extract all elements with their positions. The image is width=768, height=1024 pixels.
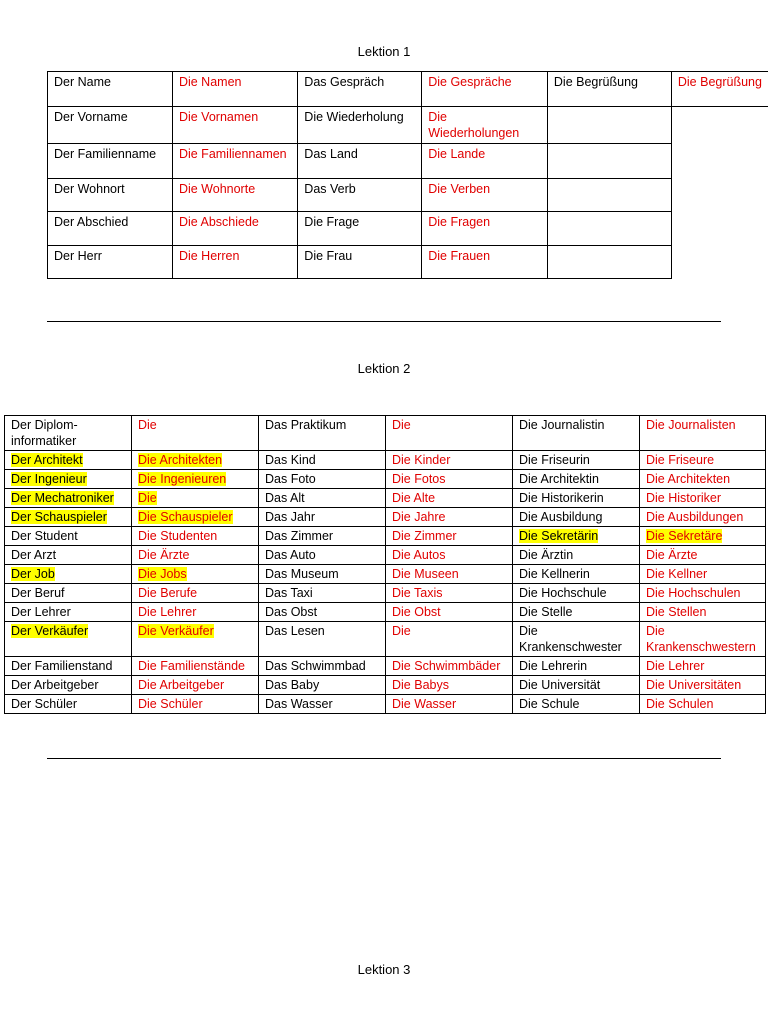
plural-cell: Die Verben [422,179,548,212]
singular-cell: Das Museum [259,565,386,584]
table-row [5,695,766,714]
plural-cell: Die Familiennamen [172,144,297,179]
plural-cell: Die Historiker [640,489,766,508]
singular-cell: Der Vorname [48,107,173,144]
lektion-1-table [47,71,768,279]
singular-cell: Der Abschied [48,212,173,246]
plural-cell: Die Autos [386,546,513,565]
plural-cell: Die Krankenschwestern [640,622,766,657]
plural-cell: Die Alte [386,489,513,508]
singular-cell: Der Architekt [5,451,132,470]
singular-cell: Der Mechatroniker [5,489,132,508]
table-row [48,144,768,179]
singular-cell: Der Arbeitgeber [5,676,132,695]
singular-cell: Das Foto [259,470,386,489]
singular-cell: Der Beruf [5,584,132,603]
divider-line [47,321,721,322]
plural-cell: Die [132,416,259,451]
table-row [5,508,766,527]
plural-cell: Die [386,622,513,657]
singular-cell: Die Journalistin [513,416,640,451]
singular-cell: Das Taxi [259,584,386,603]
singular-cell: Die Schule [513,695,640,714]
singular-cell: Der Lehrer [5,603,132,622]
singular-cell: Der Familienstand [5,657,132,676]
singular-cell: Die Sekretärin [513,527,640,546]
singular-cell: Das Lesen [259,622,386,657]
lektion-1-heading: Lektion 1 [357,44,411,59]
table-row [5,527,766,546]
singular-cell: Das Kind [259,451,386,470]
singular-cell: Das Obst [259,603,386,622]
empty-cell [547,107,671,144]
plural-cell: Die Vornamen [172,107,297,144]
table-row [5,622,766,657]
plural-cell: Die Lehrer [132,603,259,622]
singular-cell: Das Schwimmbad [259,657,386,676]
plural-cell: Die Ausbildungen [640,508,766,527]
table-row [5,676,766,695]
plural-cell: Die Kellner [640,565,766,584]
plural-cell: Die Wiederholungen [422,107,548,144]
plural-cell: Die Hochschulen [640,584,766,603]
singular-cell: Die Wiederholung [298,107,422,144]
singular-cell: Die Kellnerin [513,565,640,584]
singular-cell: Die Ausbildung [513,508,640,527]
plural-cell: Die Lehrer [640,657,766,676]
table-row [5,657,766,676]
singular-cell: Das Jahr [259,508,386,527]
table-row [48,107,768,144]
singular-cell: Der Verkäufer [5,622,132,657]
empty-cell [671,212,768,246]
table-row [48,246,768,279]
singular-cell: Das Alt [259,489,386,508]
plural-cell: Die Familienstände [132,657,259,676]
empty-cell [671,246,768,279]
plural-cell: Die Fragen [422,212,548,246]
singular-cell: Der Job [5,565,132,584]
empty-cell [671,107,768,144]
singular-cell: Die Historikerin [513,489,640,508]
table-row [5,489,766,508]
singular-cell: Die Architektin [513,470,640,489]
empty-cell [671,179,768,212]
plural-cell: Die Studenten [132,527,259,546]
plural-cell: Die Ärzte [132,546,259,565]
singular-cell: Die Universität [513,676,640,695]
singular-cell: Die Begrüßung [547,72,671,107]
singular-cell: Der Schauspieler [5,508,132,527]
singular-cell: Das Praktikum [259,416,386,451]
singular-cell: Das Auto [259,546,386,565]
singular-cell: Das Wasser [259,695,386,714]
plural-cell: Die Berufe [132,584,259,603]
table-row [5,416,766,451]
plural-cell: Die Architekten [132,451,259,470]
singular-cell: Die Frau [298,246,422,279]
plural-cell: Die Gespräche [422,72,548,107]
plural-cell: Die Jahre [386,508,513,527]
singular-cell: Das Baby [259,676,386,695]
table-row [5,546,766,565]
plural-cell: Die Babys [386,676,513,695]
singular-cell: Die Krankenschwester [513,622,640,657]
plural-cell: Die Universitäten [640,676,766,695]
table-row [48,179,768,212]
plural-cell: Die Ärzte [640,546,766,565]
singular-cell: Das Zimmer [259,527,386,546]
singular-cell: Der Name [48,72,173,107]
plural-cell: Die Arbeitgeber [132,676,259,695]
singular-cell: Der Diplom-informatiker [5,416,132,451]
plural-cell: Die Kinder [386,451,513,470]
singular-cell: Das Land [298,144,422,179]
plural-cell: Die Zimmer [386,527,513,546]
plural-cell: Die Verkäufer [132,622,259,657]
table-row [5,584,766,603]
plural-cell: Die Lande [422,144,548,179]
singular-cell: Der Schüler [5,695,132,714]
plural-cell: Die Frauen [422,246,548,279]
table-row [5,603,766,622]
table-row [48,72,768,107]
plural-cell: Die Schüler [132,695,259,714]
empty-cell [547,212,671,246]
table-row [5,470,766,489]
plural-cell: Die Namen [172,72,297,107]
table-row [48,212,768,246]
singular-cell: Die Lehrerin [513,657,640,676]
plural-cell: Die Obst [386,603,513,622]
plural-cell: Die Begrüßung [671,72,768,107]
singular-cell: Der Herr [48,246,173,279]
singular-cell: Das Verb [298,179,422,212]
plural-cell: Die Journalisten [640,416,766,451]
lektion-3-heading: Lektion 3 [357,962,411,977]
plural-cell: Die Herren [172,246,297,279]
plural-cell: Die Jobs [132,565,259,584]
plural-cell: Die Ingenieuren [132,470,259,489]
lektion-2-heading: Lektion 2 [357,361,411,376]
plural-cell: Die Abschiede [172,212,297,246]
plural-cell: Die Friseure [640,451,766,470]
singular-cell: Die Frage [298,212,422,246]
empty-cell [547,144,671,179]
plural-cell: Die Fotos [386,470,513,489]
singular-cell: Der Arzt [5,546,132,565]
singular-cell: Die Hochschule [513,584,640,603]
lektion-2-table [4,415,766,714]
plural-cell: Die Museen [386,565,513,584]
singular-cell: Der Familienname [48,144,173,179]
plural-cell: Die [132,489,259,508]
singular-cell: Der Ingenieur [5,470,132,489]
plural-cell: Die Schwimmbäder [386,657,513,676]
singular-cell: Der Student [5,527,132,546]
plural-cell: Die Stellen [640,603,766,622]
table-row [5,451,766,470]
singular-cell: Die Stelle [513,603,640,622]
plural-cell: Die Wohnorte [172,179,297,212]
plural-cell: Die Schauspieler [132,508,259,527]
plural-cell: Die Wasser [386,695,513,714]
empty-cell [671,144,768,179]
singular-cell: Die Ärztin [513,546,640,565]
singular-cell: Das Gespräch [298,72,422,107]
table-row [5,565,766,584]
plural-cell: Die [386,416,513,451]
singular-cell: Der Wohnort [48,179,173,212]
empty-cell [547,179,671,212]
plural-cell: Die Sekretäre [640,527,766,546]
divider-line [47,758,721,759]
plural-cell: Die Architekten [640,470,766,489]
plural-cell: Die Taxis [386,584,513,603]
plural-cell: Die Schulen [640,695,766,714]
singular-cell: Die Friseurin [513,451,640,470]
empty-cell [547,246,671,279]
